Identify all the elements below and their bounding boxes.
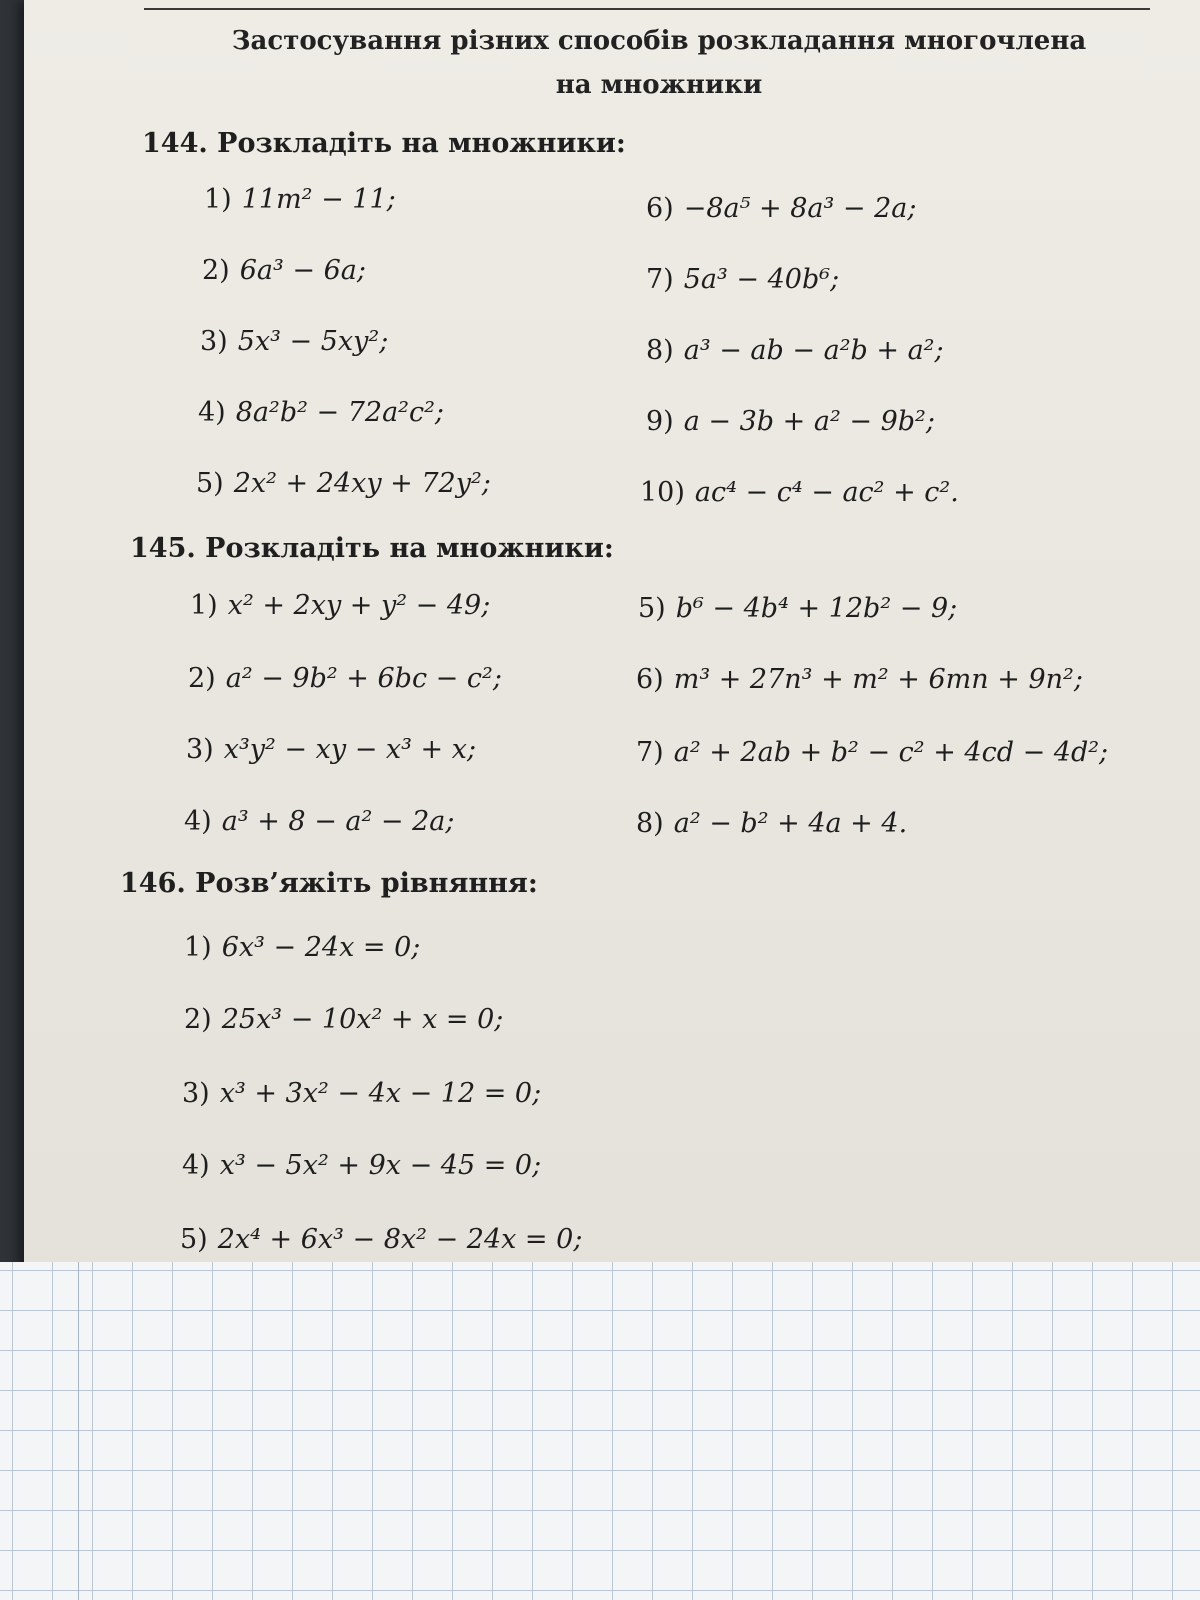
- item-expression: 6x³ − 24x = 0;: [221, 932, 421, 963]
- item-number: 8): [636, 808, 664, 839]
- item-expression: x² + 2xy + y² − 49;: [227, 590, 491, 621]
- item-expression: 8a²b² − 72a²c²;: [235, 397, 445, 428]
- problem-145-item-7: [636, 737, 1108, 768]
- item-number: 6): [636, 664, 664, 695]
- item-expression: b⁶ − 4b⁴ + 12b² − 9;: [675, 593, 958, 624]
- item-number: 9): [646, 406, 674, 437]
- problem-145-item-1: [190, 590, 490, 621]
- item-number: 4): [184, 806, 212, 837]
- item-number: 6): [646, 193, 674, 224]
- problem-144-item-1: [204, 184, 396, 215]
- problem-145-item-3: [186, 734, 476, 765]
- item-expression: a² + 2ab + b² − c² + 4cd − 4d²;: [673, 737, 1109, 768]
- item-number: 3): [200, 326, 228, 357]
- item-number: 3): [182, 1078, 210, 1109]
- item-number: 7): [646, 264, 674, 295]
- item-number: 1): [184, 932, 212, 963]
- problem-146-item-4: [182, 1150, 541, 1181]
- item-number: 1): [190, 590, 218, 621]
- problem-144-item-7: [646, 264, 839, 295]
- item-number: 2): [202, 255, 230, 286]
- item-number: 2): [184, 1004, 212, 1035]
- item-expression: −8a⁵ + 8a³ − 2a;: [683, 193, 917, 224]
- problem-145-item-6: [636, 664, 1083, 695]
- problem-146-item-5: [180, 1224, 582, 1255]
- item-number: 10): [640, 477, 685, 508]
- item-expression: x³ − 5x² + 9x − 45 = 0;: [219, 1150, 542, 1181]
- item-expression: ac⁴ − c⁴ − ac² + c².: [694, 477, 959, 508]
- item-expression: m³ + 27n³ + m² + 6mn + 9n²;: [673, 664, 1083, 695]
- item-number: 5): [638, 593, 666, 624]
- item-number: 4): [182, 1150, 210, 1181]
- item-expression: a² − b² + 4a + 4.: [673, 808, 908, 839]
- problem-144-heading: 144. Розкладіть на множники:: [142, 128, 626, 159]
- item-number: 1): [204, 184, 232, 215]
- top-rule: [144, 8, 1150, 10]
- notebook-margin-line: [78, 1262, 79, 1600]
- item-expression: x³ + 3x² − 4x − 12 = 0;: [219, 1078, 542, 1109]
- problem-144-item-2: [202, 255, 366, 286]
- problem-144-item-8: [646, 335, 944, 366]
- problem-144-item-5: [196, 468, 491, 499]
- problem-144-item-10: [640, 477, 959, 508]
- graph-paper-notebook: [0, 1262, 1200, 1600]
- item-expression: 2x⁴ + 6x³ − 8x² − 24x = 0;: [217, 1224, 583, 1255]
- section-title-continued: на множники: [555, 70, 763, 100]
- problem-145-heading: 145. Розкладіть на множники:: [130, 533, 614, 564]
- problem-144-item-3: [200, 326, 388, 357]
- item-expression: 25x³ − 10x² + x = 0;: [221, 1004, 504, 1035]
- item-number: 2): [188, 663, 216, 694]
- item-number: 5): [180, 1224, 208, 1255]
- problem-144-item-4: [198, 397, 444, 428]
- item-number: 5): [196, 468, 224, 499]
- problem-145-item-4: [184, 806, 454, 837]
- item-expression: 5x³ − 5xy²;: [237, 326, 389, 357]
- problem-146-item-3: [182, 1078, 541, 1109]
- item-expression: 5a³ − 40b⁶;: [683, 264, 840, 295]
- item-expression: 11m² − 11;: [241, 184, 396, 215]
- problem-144-item-6: [646, 193, 917, 224]
- problem-146-item-2: [184, 1004, 503, 1035]
- problem-145-item-8: [636, 808, 907, 839]
- problem-146-item-1: [184, 932, 420, 963]
- item-expression: x³y² − xy − x³ + x;: [223, 734, 477, 765]
- item-expression: a − 3b + a² − 9b²;: [683, 406, 935, 437]
- item-expression: 6a³ − 6a;: [239, 255, 366, 286]
- item-number: 3): [186, 734, 214, 765]
- textbook-page: [24, 0, 1200, 1305]
- problem-145-item-2: [188, 663, 502, 694]
- item-expression: a² − 9b² + 6bc − c²;: [225, 663, 502, 694]
- problem-144-item-9: [646, 406, 935, 437]
- item-number: 4): [198, 397, 226, 428]
- item-expression: 2x² + 24xy + 72y²;: [233, 468, 491, 499]
- item-number: 7): [636, 737, 664, 768]
- section-title: Застосування різних способів розкладання многочлена: [231, 26, 1087, 56]
- item-number: 8): [646, 335, 674, 366]
- problem-145-item-5: [638, 593, 957, 624]
- problem-146-heading: 146. Розв’яжіть рівняння:: [120, 868, 538, 899]
- item-expression: a³ − ab − a²b + a²;: [683, 335, 944, 366]
- item-expression: a³ + 8 − a² − 2a;: [221, 806, 455, 837]
